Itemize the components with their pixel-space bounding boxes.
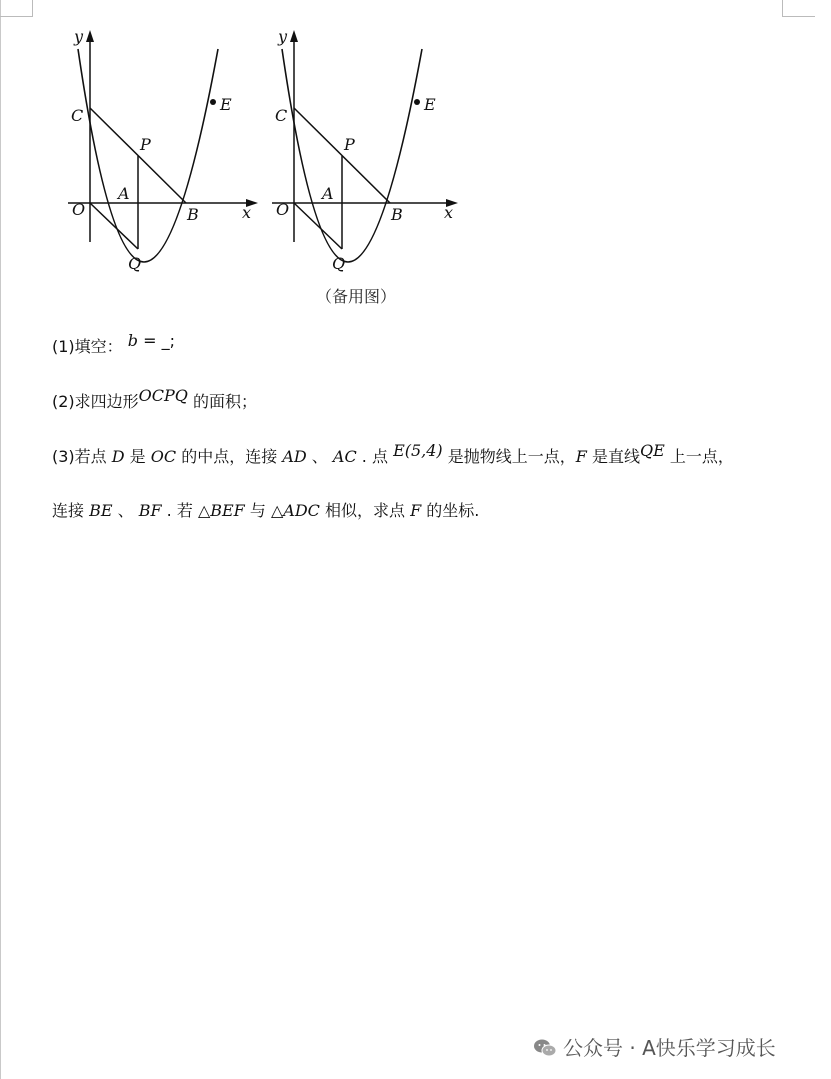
parabola-curve	[282, 49, 422, 262]
q3-t2: 的中点，连接	[176, 447, 283, 466]
q3-qe: QE	[639, 441, 665, 460]
line-oq	[90, 203, 138, 249]
q3b-tri1: △BEF	[197, 501, 245, 520]
label-b: B	[187, 205, 199, 224]
q3-t6: 是直线	[586, 447, 640, 466]
q3b-bf: BF	[138, 501, 162, 520]
point-e-dot	[210, 99, 216, 105]
question-2	[52, 386, 258, 413]
watermark	[533, 1032, 776, 1061]
parabola-figure-main	[58, 24, 258, 273]
label-p: P	[344, 135, 355, 154]
q3-t1: 是	[124, 447, 151, 466]
q3b-t4: 相似，求点	[319, 501, 411, 520]
label-o: O	[72, 200, 86, 219]
figure-caption: （备用图）	[316, 287, 397, 306]
q3b-prefix: 连接	[52, 501, 90, 520]
label-c: C	[275, 106, 288, 125]
question-1	[52, 331, 175, 358]
q1-var: b	[127, 331, 139, 350]
label-a: A	[118, 184, 130, 203]
page-corner-mark-right	[782, 0, 815, 17]
q3-ad: AD	[282, 447, 307, 466]
y-axis-label: y	[278, 27, 288, 46]
parabola-figure-svg	[58, 24, 258, 273]
parabola-figure-svg	[262, 24, 462, 273]
question-3	[52, 441, 734, 468]
y-axis-arrow	[86, 30, 94, 42]
q2-suffix: 的面积；	[187, 392, 258, 411]
label-o: O	[276, 200, 290, 219]
q1-eq: = _;	[138, 331, 175, 350]
watermark-text: 公众号 · A快乐学习成长	[563, 1036, 776, 1060]
q3b-t2: . 若	[161, 501, 198, 520]
q3b-f: F	[410, 501, 422, 520]
wechat-icon	[533, 1038, 557, 1058]
q3b-be: BE	[89, 501, 113, 520]
q3-t4: . 点	[356, 447, 394, 466]
label-e: E	[424, 95, 436, 114]
q3-d: D	[111, 447, 125, 466]
q3b-t5: 的坐标.	[421, 501, 480, 520]
y-axis-arrow	[290, 30, 298, 42]
q3-f: F	[575, 447, 587, 466]
label-q: Q	[332, 254, 346, 273]
parabola-figure-backup	[262, 24, 462, 273]
line-oq	[294, 203, 342, 249]
label-c: C	[71, 106, 84, 125]
q3-t5: 是抛物线上一点，	[442, 447, 576, 466]
q2-math: OCPQ	[138, 386, 188, 405]
q3-t7: 上一点，	[664, 447, 734, 466]
page-left-edge	[0, 0, 1, 1079]
label-e: E	[220, 95, 232, 114]
q3-prefix: (3)若点	[52, 447, 112, 466]
page-corner-mark-left	[0, 0, 33, 17]
q3-t3: 、	[306, 447, 333, 466]
label-a: A	[322, 184, 334, 203]
q2-prefix: (2)求四边形	[52, 392, 139, 411]
label-q: Q	[128, 254, 142, 273]
y-axis-label: y	[74, 27, 84, 46]
q3-oc: OC	[150, 447, 177, 466]
parabola-curve	[78, 49, 218, 262]
q3-ac: AC	[332, 447, 357, 466]
q3b-t1: 、	[112, 501, 139, 520]
q3-e-point: E(5,4)	[393, 441, 443, 460]
x-axis-label: x	[444, 203, 454, 222]
q3b-t3: 与	[244, 501, 271, 520]
point-e-dot	[414, 99, 420, 105]
q3b-tri2: △ADC	[270, 501, 320, 520]
question-3-continued	[52, 500, 479, 522]
label-b: B	[391, 205, 403, 224]
q1-prefix: (1)填空：	[52, 337, 123, 356]
label-p: P	[140, 135, 151, 154]
x-axis-label: x	[242, 203, 252, 222]
